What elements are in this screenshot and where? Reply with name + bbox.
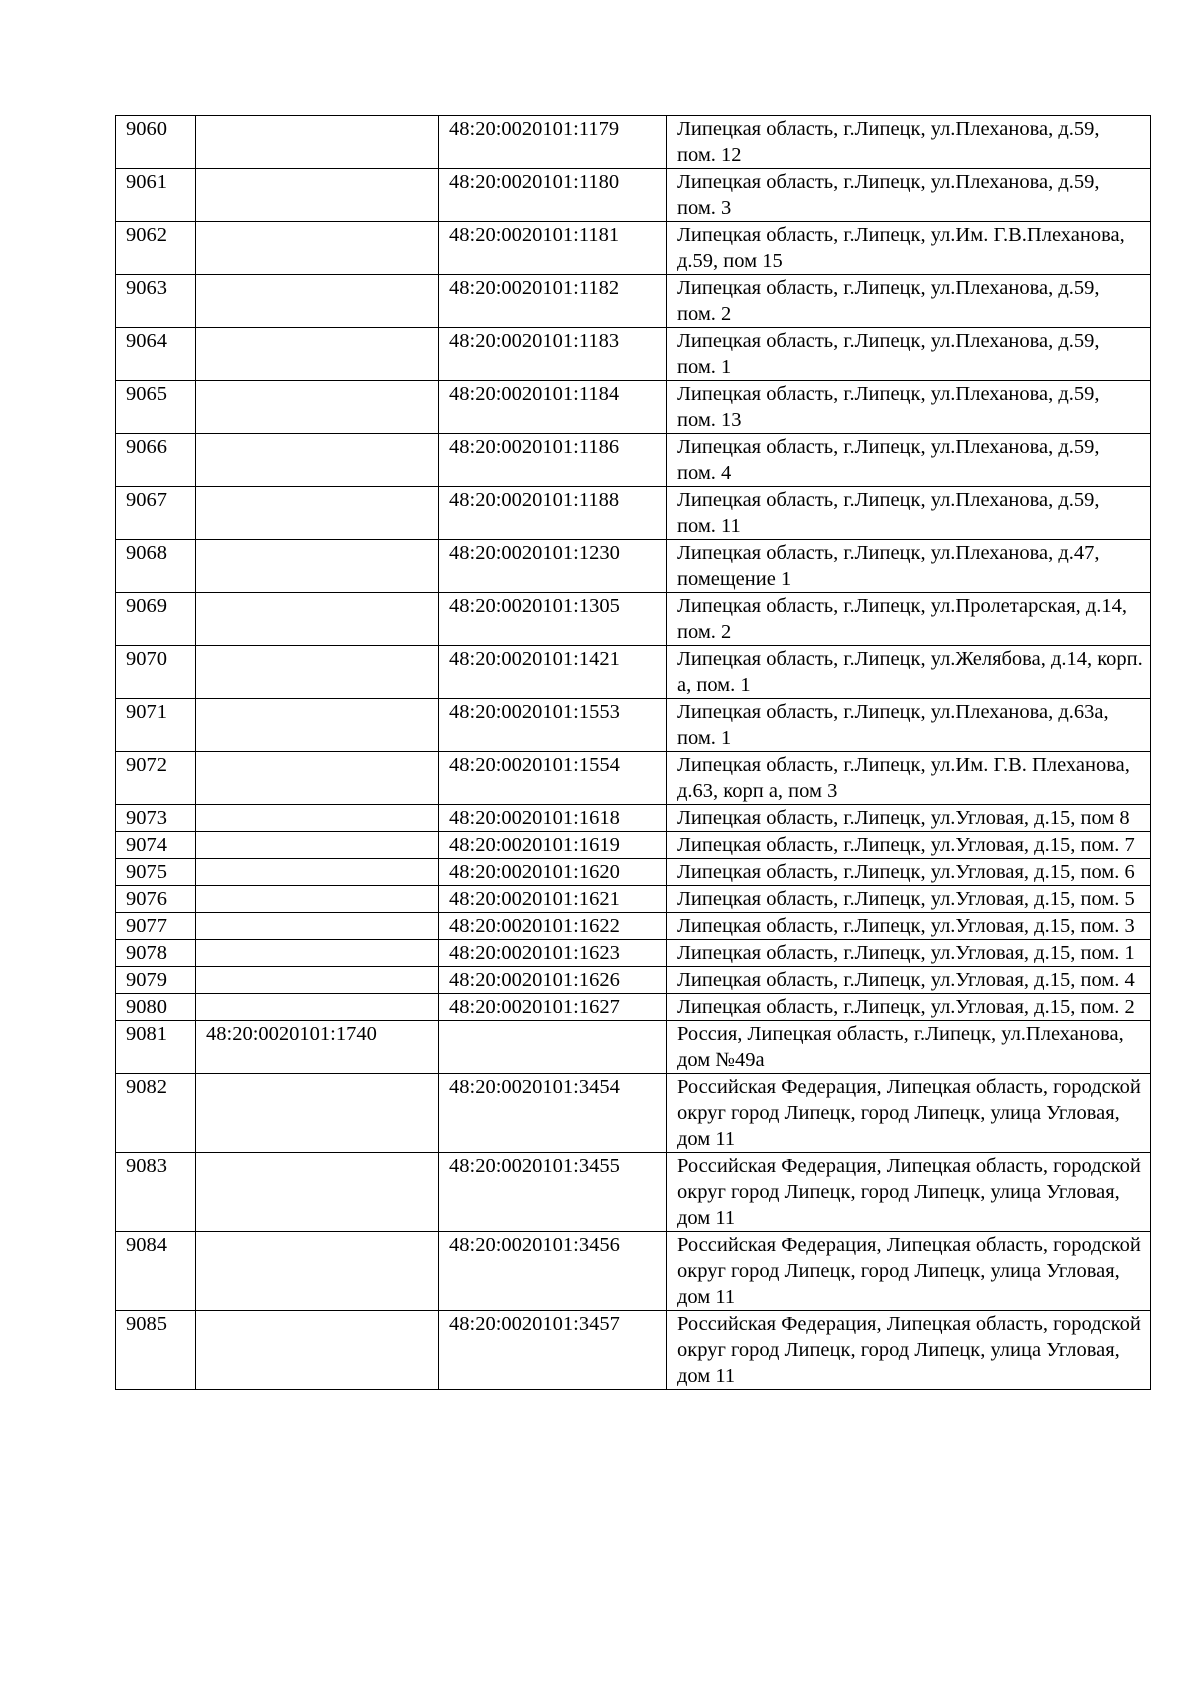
land-cadastral-number-cell <box>196 487 439 540</box>
object-cadastral-number-cell: 48:20:0020101:1621 <box>439 886 667 913</box>
row-number-cell: 9070 <box>116 646 196 699</box>
table-row <box>116 994 1151 1021</box>
land-cadastral-number-cell <box>196 752 439 805</box>
land-cadastral-number-cell <box>196 381 439 434</box>
row-number-cell: 9068 <box>116 540 196 593</box>
land-cadastral-number-cell <box>196 116 439 169</box>
registry-table-body <box>116 116 1151 1390</box>
address-cell: Липецкая область, г.Липецк, ул.Пролетарская, д.14, пом. 2 <box>667 593 1151 646</box>
address-cell: Липецкая область, г.Липецк, ул.Угловая, д.15, пом. 4 <box>667 967 1151 994</box>
table-row <box>116 169 1151 222</box>
object-cadastral-number-cell: 48:20:0020101:1626 <box>439 967 667 994</box>
address-cell: Липецкая область, г.Липецк, ул.Им. Г.В.Плеханова, д.59, пом 15 <box>667 222 1151 275</box>
row-number-cell: 9060 <box>116 116 196 169</box>
object-cadastral-number-cell: 48:20:0020101:1182 <box>439 275 667 328</box>
row-number-cell: 9064 <box>116 328 196 381</box>
address-cell: Липецкая область, г.Липецк, ул.Угловая, д.15, пом. 6 <box>667 859 1151 886</box>
land-cadastral-number-cell <box>196 222 439 275</box>
address-cell: Российская Федерация, Липецкая область, городской округ город Липецк, город Липецк, улица Угловая, дом 11 <box>667 1311 1151 1390</box>
table-row <box>116 1153 1151 1232</box>
object-cadastral-number-cell: 48:20:0020101:1421 <box>439 646 667 699</box>
land-cadastral-number-cell <box>196 434 439 487</box>
object-cadastral-number-cell: 48:20:0020101:1627 <box>439 994 667 1021</box>
land-cadastral-number-cell <box>196 859 439 886</box>
land-cadastral-number-cell <box>196 169 439 222</box>
table-row <box>116 940 1151 967</box>
row-number-cell: 9063 <box>116 275 196 328</box>
row-number-cell: 9062 <box>116 222 196 275</box>
object-cadastral-number-cell: 48:20:0020101:1188 <box>439 487 667 540</box>
land-cadastral-number-cell <box>196 275 439 328</box>
object-cadastral-number-cell: 48:20:0020101:1622 <box>439 913 667 940</box>
land-cadastral-number-cell <box>196 1232 439 1311</box>
land-cadastral-number-cell: 48:20:0020101:1740 <box>196 1021 439 1074</box>
row-number-cell: 9073 <box>116 805 196 832</box>
table-row <box>116 646 1151 699</box>
land-cadastral-number-cell <box>196 1311 439 1390</box>
table-row <box>116 434 1151 487</box>
table-row <box>116 805 1151 832</box>
table-row <box>116 1311 1151 1390</box>
land-cadastral-number-cell <box>196 913 439 940</box>
land-cadastral-number-cell <box>196 646 439 699</box>
address-cell: Липецкая область, г.Липецк, ул.Угловая, д.15, пом. 5 <box>667 886 1151 913</box>
object-cadastral-number-cell: 48:20:0020101:1184 <box>439 381 667 434</box>
object-cadastral-number-cell: 48:20:0020101:1554 <box>439 752 667 805</box>
table-row <box>116 859 1151 886</box>
address-cell: Российская Федерация, Липецкая область, городской округ город Липецк, город Липецк, улица Угловая, дом 11 <box>667 1232 1151 1311</box>
land-cadastral-number-cell <box>196 593 439 646</box>
address-cell: Липецкая область, г.Липецк, ул.Плеханова, д.59, пом. 1 <box>667 328 1151 381</box>
row-number-cell: 9072 <box>116 752 196 805</box>
row-number-cell: 9071 <box>116 699 196 752</box>
table-row <box>116 487 1151 540</box>
land-cadastral-number-cell <box>196 967 439 994</box>
table-row <box>116 328 1151 381</box>
table-row <box>116 752 1151 805</box>
row-number-cell: 9078 <box>116 940 196 967</box>
row-number-cell: 9077 <box>116 913 196 940</box>
address-cell: Липецкая область, г.Липецк, ул.Плеханова, д.47, помещение 1 <box>667 540 1151 593</box>
table-row <box>116 540 1151 593</box>
row-number-cell: 9080 <box>116 994 196 1021</box>
table-row <box>116 1232 1151 1311</box>
row-number-cell: 9075 <box>116 859 196 886</box>
object-cadastral-number-cell: 48:20:0020101:1186 <box>439 434 667 487</box>
object-cadastral-number-cell: 48:20:0020101:3457 <box>439 1311 667 1390</box>
land-cadastral-number-cell <box>196 832 439 859</box>
object-cadastral-number-cell <box>439 1021 667 1074</box>
object-cadastral-number-cell: 48:20:0020101:3456 <box>439 1232 667 1311</box>
row-number-cell: 9076 <box>116 886 196 913</box>
address-cell: Липецкая область, г.Липецк, ул.Угловая, д.15, пом. 7 <box>667 832 1151 859</box>
table-row <box>116 967 1151 994</box>
table-row <box>116 116 1151 169</box>
address-cell: Липецкая область, г.Липецк, ул.Угловая, д.15, пом. 3 <box>667 913 1151 940</box>
object-cadastral-number-cell: 48:20:0020101:1305 <box>439 593 667 646</box>
address-cell: Липецкая область, г.Липецк, ул.Плеханова, д.59, пом. 13 <box>667 381 1151 434</box>
address-cell: Россия, Липецкая область, г.Липецк, ул.Плеханова, дом №49а <box>667 1021 1151 1074</box>
address-cell: Липецкая область, г.Липецк, ул.Желябова, д.14, корп. а, пом. 1 <box>667 646 1151 699</box>
land-cadastral-number-cell <box>196 994 439 1021</box>
table-row <box>116 593 1151 646</box>
address-cell: Липецкая область, г.Липецк, ул.Плеханова, д.59, пом. 3 <box>667 169 1151 222</box>
row-number-cell: 9084 <box>116 1232 196 1311</box>
address-cell: Липецкая область, г.Липецк, ул.Плеханова, д.59, пом. 12 <box>667 116 1151 169</box>
table-row <box>116 381 1151 434</box>
address-cell: Липецкая область, г.Липецк, ул.Плеханова, д.59, пом. 4 <box>667 434 1151 487</box>
row-number-cell: 9082 <box>116 1074 196 1153</box>
address-cell: Липецкая область, г.Липецк, ул.Плеханова, д.59, пом. 2 <box>667 275 1151 328</box>
land-cadastral-number-cell <box>196 805 439 832</box>
row-number-cell: 9083 <box>116 1153 196 1232</box>
row-number-cell: 9066 <box>116 434 196 487</box>
object-cadastral-number-cell: 48:20:0020101:1623 <box>439 940 667 967</box>
land-cadastral-number-cell <box>196 328 439 381</box>
land-cadastral-number-cell <box>196 540 439 593</box>
table-row <box>116 832 1151 859</box>
object-cadastral-number-cell: 48:20:0020101:1230 <box>439 540 667 593</box>
land-cadastral-number-cell <box>196 699 439 752</box>
row-number-cell: 9061 <box>116 169 196 222</box>
row-number-cell: 9069 <box>116 593 196 646</box>
table-row <box>116 913 1151 940</box>
property-registry-table <box>115 115 1151 1390</box>
land-cadastral-number-cell <box>196 1074 439 1153</box>
object-cadastral-number-cell: 48:20:0020101:1180 <box>439 169 667 222</box>
object-cadastral-number-cell: 48:20:0020101:1618 <box>439 805 667 832</box>
object-cadastral-number-cell: 48:20:0020101:1183 <box>439 328 667 381</box>
row-number-cell: 9065 <box>116 381 196 434</box>
row-number-cell: 9074 <box>116 832 196 859</box>
object-cadastral-number-cell: 48:20:0020101:1181 <box>439 222 667 275</box>
table-row <box>116 275 1151 328</box>
object-cadastral-number-cell: 48:20:0020101:3455 <box>439 1153 667 1232</box>
object-cadastral-number-cell: 48:20:0020101:3454 <box>439 1074 667 1153</box>
address-cell: Липецкая область, г.Липецк, ул.Угловая, д.15, пом. 2 <box>667 994 1151 1021</box>
land-cadastral-number-cell <box>196 940 439 967</box>
address-cell: Липецкая область, г.Липецк, ул.Плеханова, д.59, пом. 11 <box>667 487 1151 540</box>
table-row <box>116 699 1151 752</box>
table-row <box>116 222 1151 275</box>
row-number-cell: 9067 <box>116 487 196 540</box>
object-cadastral-number-cell: 48:20:0020101:1553 <box>439 699 667 752</box>
address-cell: Липецкая область, г.Липецк, ул.Угловая, д.15, пом 8 <box>667 805 1151 832</box>
object-cadastral-number-cell: 48:20:0020101:1619 <box>439 832 667 859</box>
object-cadastral-number-cell: 48:20:0020101:1620 <box>439 859 667 886</box>
address-cell: Российская Федерация, Липецкая область, городской округ город Липецк, город Липецк, улица Угловая, дом 11 <box>667 1074 1151 1153</box>
row-number-cell: 9085 <box>116 1311 196 1390</box>
land-cadastral-number-cell <box>196 886 439 913</box>
row-number-cell: 9081 <box>116 1021 196 1074</box>
land-cadastral-number-cell <box>196 1153 439 1232</box>
table-row <box>116 886 1151 913</box>
row-number-cell: 9079 <box>116 967 196 994</box>
address-cell: Российская Федерация, Липецкая область, городской округ город Липецк, город Липецк, улица Угловая, дом 11 <box>667 1153 1151 1232</box>
object-cadastral-number-cell: 48:20:0020101:1179 <box>439 116 667 169</box>
table-row <box>116 1074 1151 1153</box>
address-cell: Липецкая область, г.Липецк, ул.Плеханова, д.63а, пом. 1 <box>667 699 1151 752</box>
address-cell: Липецкая область, г.Липецк, ул.Угловая, д.15, пом. 1 <box>667 940 1151 967</box>
address-cell: Липецкая область, г.Липецк, ул.Им. Г.В. Плеханова, д.63, корп а, пом 3 <box>667 752 1151 805</box>
table-row <box>116 1021 1151 1074</box>
